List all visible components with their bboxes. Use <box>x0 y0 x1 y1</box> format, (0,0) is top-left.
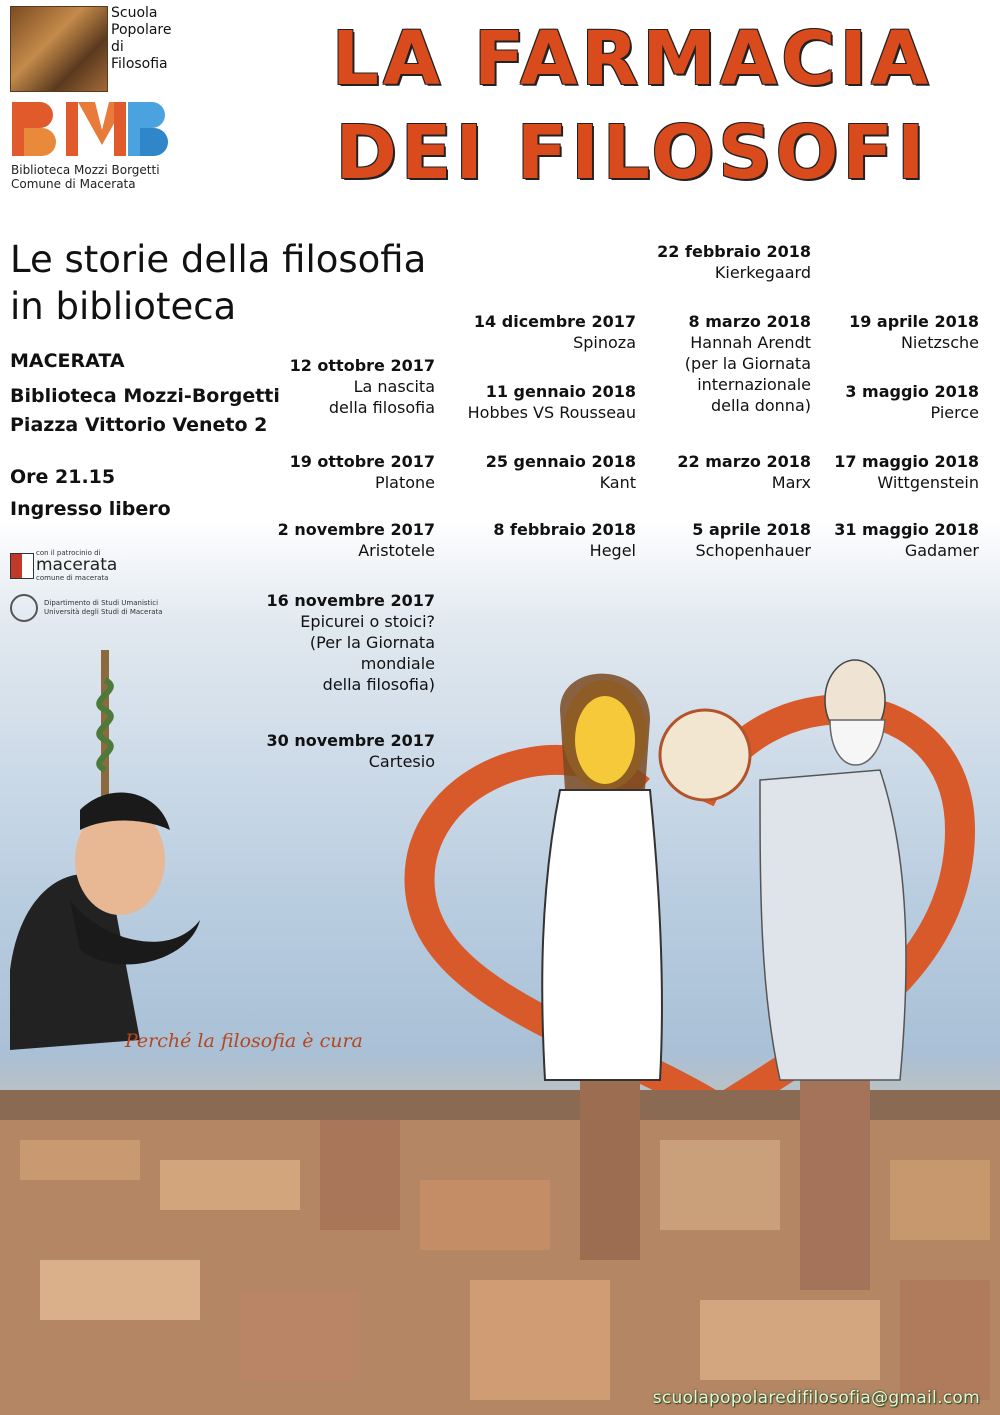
event-date: 22 marzo 2018 <box>677 452 811 471</box>
poster-title: LA FARMACIA DEI FILOSOFI <box>331 16 933 196</box>
library-cityscape <box>0 1060 1000 1415</box>
event-date: 11 gennaio 2018 <box>485 382 636 401</box>
macerata-crest-icon <box>10 553 34 579</box>
event-topic: La nascita della filosofia <box>328 377 435 417</box>
event-date: 25 gennaio 2018 <box>485 452 636 471</box>
schedule-event <box>474 311 636 353</box>
schedule-event <box>290 355 435 418</box>
schedule-event <box>845 381 979 423</box>
event-topic: Schopenhauer <box>695 541 811 560</box>
schedule-event <box>657 241 811 283</box>
event-topic: Nietzsche <box>900 333 979 352</box>
event-topic: Spinoza <box>573 333 636 352</box>
venue-city: MACERATA <box>10 350 125 372</box>
schedule-event <box>493 519 636 561</box>
event-topic: Platone <box>375 473 435 492</box>
bmb-logo <box>10 100 170 158</box>
event-date: 30 novembre 2017 <box>266 731 435 750</box>
event-topic: Marx <box>771 473 811 492</box>
venue-library: Biblioteca Mozzi-Borgetti <box>10 385 280 407</box>
event-topic: Hannah Arendt (per la Giornata internazionale della donna) <box>684 333 811 415</box>
university-sponsor-logo <box>10 594 170 626</box>
event-topic: Cartesio <box>368 752 435 771</box>
university-department-name: Dipartimento di Studi Umanistici Università degli Studi di Macerata <box>44 599 163 616</box>
schedule-event <box>677 451 811 493</box>
event-date: 12 ottobre 2017 <box>289 356 435 375</box>
event-date: 17 maggio 2018 <box>834 452 979 471</box>
event-topic: Gadamer <box>904 541 979 560</box>
schedule-event <box>278 519 435 561</box>
schedule-event <box>834 519 979 561</box>
contact-email[interactable]: scuolapopolaredifilosofia@gmail.com <box>652 1388 980 1408</box>
schedule-event <box>290 451 435 493</box>
event-topic: Kant <box>599 473 636 492</box>
schedule-event <box>692 519 811 561</box>
university-seal-icon <box>10 594 38 622</box>
tagline: Perché la filosofia è cura <box>125 1030 363 1052</box>
schedule-event <box>486 451 636 493</box>
school-logo-painting <box>10 6 108 92</box>
event-date: 19 aprile 2018 <box>849 312 979 331</box>
sponsor-macerata-name: macerata <box>36 555 118 575</box>
sponsor-patronage-label: con il patrocinio di <box>36 549 101 557</box>
schedule-event <box>468 381 636 423</box>
venue-address: Piazza Vittorio Veneto 2 <box>10 414 268 436</box>
event-topic: Pierce <box>930 403 979 422</box>
event-date: 14 dicembre 2017 <box>473 312 636 331</box>
event-time: Ore 21.15 <box>10 466 116 488</box>
event-date: 2 novembre 2017 <box>277 520 435 539</box>
sponsor-comune-label: comune di macerata <box>36 574 109 582</box>
event-topic: Kierkegaard <box>714 263 811 282</box>
event-date: 19 ottobre 2017 <box>289 452 435 471</box>
entry-info: Ingresso libero <box>10 498 171 520</box>
schedule-event <box>834 451 979 493</box>
nietzsche-caricature <box>10 650 200 1050</box>
bmb-library-name: Biblioteca Mozzi Borgetti Comune di Macerata <box>11 163 160 191</box>
event-date: 16 novembre 2017 <box>266 591 435 610</box>
event-date: 22 febbraio 2018 <box>657 242 811 261</box>
event-date: 8 febbraio 2018 <box>493 520 636 539</box>
school-name: Scuola Popolare di Filosofia <box>111 5 172 72</box>
schedule-event <box>685 311 811 416</box>
schedule-event <box>849 311 979 353</box>
event-date: 8 marzo 2018 <box>688 312 811 331</box>
macerata-sponsor-logo <box>10 545 140 585</box>
event-topic: Hegel <box>589 541 636 560</box>
poster-illustration <box>0 640 1000 1415</box>
event-topic: Hobbes VS Rousseau <box>467 403 636 422</box>
event-date: 31 maggio 2018 <box>834 520 979 539</box>
bmb-logo-letters <box>12 102 168 156</box>
event-date: 3 maggio 2018 <box>845 382 979 401</box>
event-topic: Wittgenstein <box>877 473 979 492</box>
woman-figure <box>542 674 750 1080</box>
event-topic: Epicurei o stoici? (Per la Giornata mondiale della filosofia) <box>300 612 435 694</box>
event-date: 5 aprile 2018 <box>692 520 811 539</box>
subtitle: Le storie della filosofia in biblioteca <box>10 238 427 328</box>
event-topic: Aristotele <box>358 541 435 560</box>
